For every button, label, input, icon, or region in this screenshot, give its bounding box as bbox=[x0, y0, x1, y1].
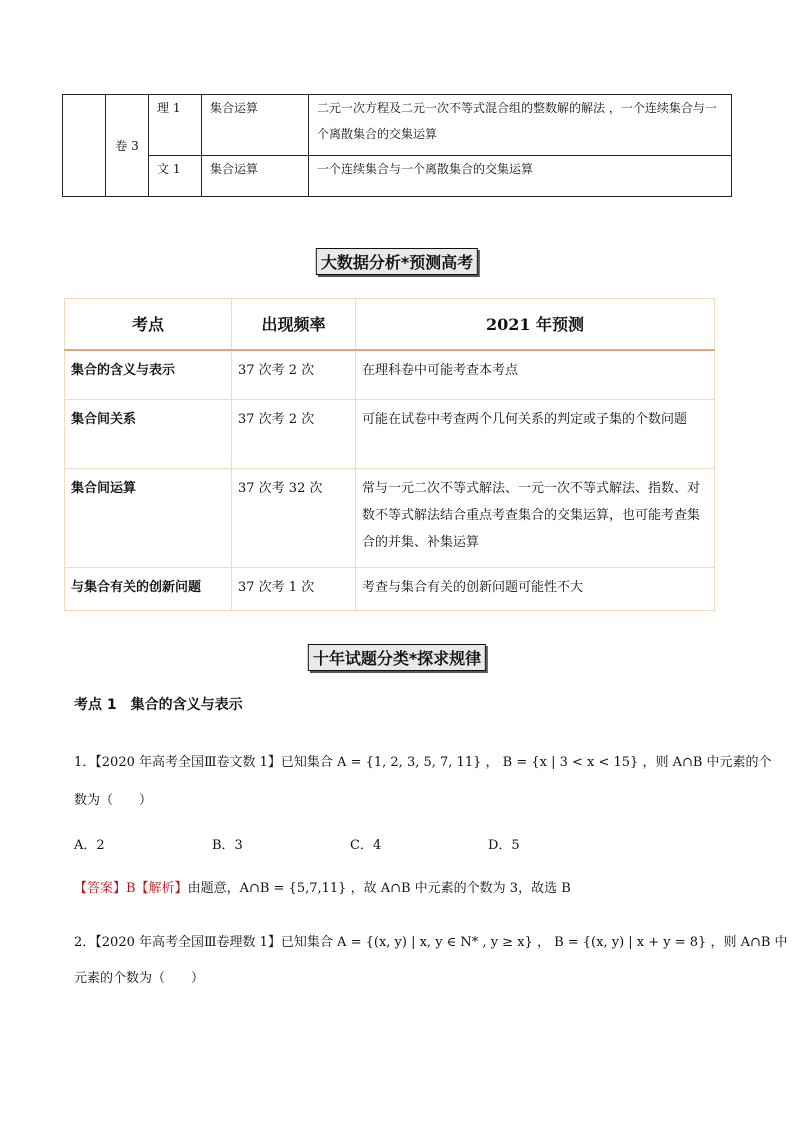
question-2-line1: 2．【2020 年高考全国Ⅲ卷理数 1】已知集合 A = {(x, y) | x, y ∈ N* , y ≥ x} ， B = {(x, y) | x + y = 8} ，则 A∩B 中 bbox=[74, 935, 788, 950]
pred-cell: 常与一元二次不等式解法、一元一次不等式解法、指数、对数不等式解法结合重点考查集合的交集运算，也可能考查集合的并集、补集运算 bbox=[356, 469, 715, 568]
option-d: D．5 bbox=[488, 838, 520, 853]
table-row bbox=[63, 95, 732, 156]
option-c: C．4 bbox=[350, 838, 382, 853]
table-row bbox=[65, 469, 715, 568]
question-1-answer bbox=[74, 877, 571, 896]
table-row bbox=[65, 400, 715, 469]
exam-source-table bbox=[62, 94, 732, 197]
juan-cell: 卷 3 bbox=[106, 95, 149, 197]
question-2-line2: 元素的个数为（ ） bbox=[74, 971, 205, 986]
pred-cell: 在理科卷中可能考查本考点 bbox=[356, 350, 715, 400]
topic-cell: 集合运算 bbox=[202, 156, 309, 197]
freq-cell: 37 次考 2 次 bbox=[232, 350, 356, 400]
table-row bbox=[65, 350, 715, 400]
desc-cell: 二元一次方程及二元一次不等式混合组的整数解的解法 ，一个连续集合与一个离散集合的交集运算 bbox=[309, 95, 732, 156]
header-freq: 出现频率 bbox=[232, 299, 356, 351]
question-1-line2: 数为（ ） bbox=[74, 793, 153, 808]
topic-cell: 集合运算 bbox=[202, 95, 309, 156]
point-cell: 集合间关系 bbox=[65, 400, 232, 469]
answer-tag: 【答案】B【解析】 bbox=[74, 881, 188, 896]
point-cell: 集合的含义与表示 bbox=[65, 350, 232, 400]
desc-cell: 一个连续集合与一个离散集合的交集运算 bbox=[309, 156, 732, 197]
code-cell: 理 1 bbox=[149, 95, 202, 156]
table-header-row bbox=[65, 299, 715, 351]
blank-cell bbox=[63, 95, 106, 197]
answer-text: 由题意，A∩B = {5,7,11} ，故 A∩B 中元素的个数为 3，故选 B bbox=[187, 881, 571, 896]
freq-cell: 37 次考 1 次 bbox=[232, 568, 356, 611]
section-heading-ten-years: 十年试题分类*探求规律 bbox=[308, 644, 486, 671]
header-pred: 2021 年预测 bbox=[356, 299, 715, 351]
table-row bbox=[65, 568, 715, 611]
header-point: 考点 bbox=[65, 299, 232, 351]
point-cell: 集合间运算 bbox=[65, 469, 232, 568]
question-1-options bbox=[74, 834, 626, 853]
pred-cell: 可能在试卷中考查两个几何关系的判定或子集的个数问题 bbox=[356, 400, 715, 469]
option-b: B．3 bbox=[212, 838, 243, 853]
kp1-title: 考点 1 集合的含义与表示 bbox=[74, 697, 243, 713]
section-heading-big-data: 大数据分析*预测高考 bbox=[316, 248, 478, 275]
prediction-table bbox=[64, 298, 715, 611]
option-a: A．2 bbox=[74, 838, 105, 853]
question-1-line1: 1．【2020 年高考全国Ⅲ卷文数 1】已知集合 A = {1, 2, 3, 5, 7, 11} ， B = {x | 3 < x < 15} ，则 A∩B 中元素的个 bbox=[74, 755, 772, 770]
freq-cell: 37 次考 2 次 bbox=[232, 400, 356, 469]
point-cell: 与集合有关的创新问题 bbox=[65, 568, 232, 611]
freq-cell: 37 次考 32 次 bbox=[232, 469, 356, 568]
table-row bbox=[63, 156, 732, 197]
pred-cell: 考查与集合有关的创新问题可能性不大 bbox=[356, 568, 715, 611]
code-cell: 文 1 bbox=[149, 156, 202, 197]
